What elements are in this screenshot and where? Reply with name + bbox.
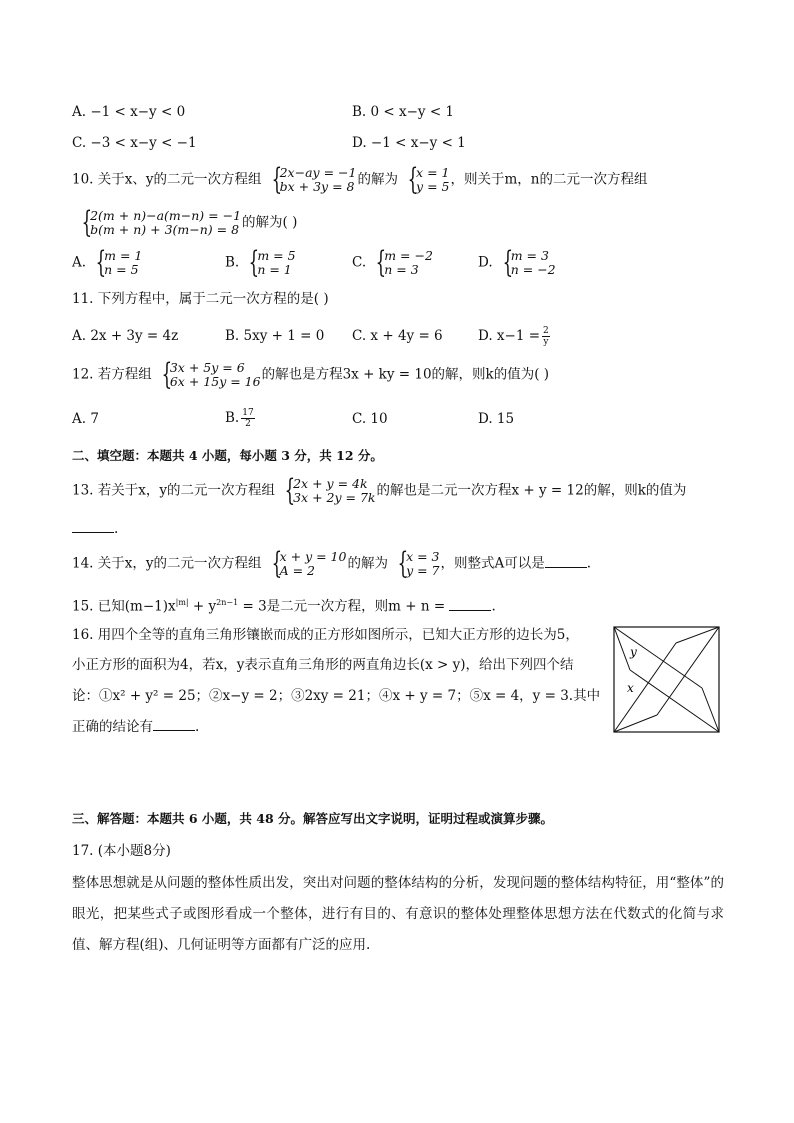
q13-row1: 2x + y = 4k (293, 476, 368, 491)
q10-sys1-row1: 2x−ay = −1 (279, 165, 357, 180)
q10-opt-b-label: B. (225, 254, 240, 271)
q10-system1: { 2x−ay = −1 bx + 3y = 8 (271, 162, 357, 197)
q11-option-c: C. x + 4y = 6 (352, 328, 443, 344)
q10-opt-a-row1: m = 1 (104, 248, 143, 263)
q14-answer-blank[interactable] (545, 555, 587, 568)
q10-sol-row2: y = 5 (416, 179, 450, 194)
q12-option-b (225, 404, 257, 432)
q14-sol2: y = 7 (406, 563, 440, 578)
q9-option-b: B. 0 < x−y < 1 (352, 104, 455, 120)
q14-stem (72, 546, 592, 581)
q15-exponent2: 2n−1 (216, 598, 239, 607)
q10-system2: { 2(m + n)−a(m−n) = −1 b(m + n) + 3(m−n) = 8 (81, 205, 242, 240)
q9-option-a: A. −1 < x−y < 0 (72, 104, 186, 120)
q14-suffix: ，则整式A可以是 (440, 555, 545, 572)
q13-answer-blank[interactable] (72, 520, 114, 533)
q15-tail: . (491, 598, 496, 615)
q13-answer-line (72, 520, 118, 538)
q15-suffix: = 3是二元一次方程，则m + n = (238, 598, 446, 615)
q14-row2: A = 2 (279, 563, 316, 578)
q16-line4-tail: . (195, 719, 200, 735)
q15-stem (72, 594, 496, 616)
q11-d-prefix: D. x−1 = (478, 328, 541, 344)
q12-prefix: 12. 若方程组 (72, 366, 152, 383)
q11-d-numerator: 2 (543, 326, 549, 336)
q12-row2: 6x + 15y = 16 (169, 374, 261, 389)
q10-opt-a-label: A. (72, 254, 87, 271)
q11-stem: 11. 下列方程中，属于二元一次方程的是( ) (72, 291, 329, 307)
q14-system: { x + y = 10 A = 2 (271, 546, 347, 581)
q10-line2-suffix: 的解为( ) (242, 214, 298, 231)
pinwheel-square-diagram (613, 626, 721, 734)
q10-mid: 的解为 (357, 171, 398, 188)
q14-mid: 的解为 (347, 555, 388, 572)
q10-sys2-row1: 2(m + n)−a(m−n) = −1 (90, 208, 242, 223)
q15-answer-blank[interactable] (449, 598, 491, 611)
q16-answer-blank[interactable] (153, 718, 195, 731)
q10-opt-c-label: C. (352, 254, 367, 271)
q12-suffix: 的解也是方程3x + ky = 10的解，则k的值为( ) (261, 366, 550, 383)
section2-heading: 二、填空题：本题共 4 小题，每小题 3 分，共 12 分。 (72, 448, 383, 463)
q14-sol1: x = 3 (406, 549, 440, 564)
q13-system: { 2x + y = 4k 3x + 2y = 7k (284, 473, 376, 508)
q16-line4-prefix: 正确的结论有 (72, 719, 153, 735)
q16-line4 (72, 718, 199, 736)
q10-opt-b-row2: n = 1 (257, 262, 292, 277)
q12-b-denominator: 2 (245, 419, 251, 429)
q16-line2: 小正方形的面积为4，若x，y表示直角三角形的两直角边长(x > y)，给出下列四个结 (72, 657, 574, 673)
q12-b-fraction (241, 408, 254, 429)
q10-opt-b-row1: m = 5 (257, 248, 296, 263)
q12-option-d: D. 15 (478, 411, 515, 427)
q10-opt-a-row2: n = 5 (104, 262, 139, 277)
q10-opt-d-row2: n = −2 (510, 262, 556, 277)
q11-d-denominator: y (543, 337, 549, 347)
q14-tail: . (586, 555, 592, 572)
q10-opt-d-row1: m = 3 (510, 248, 549, 263)
q10-sys2-row2: b(m + n) + 3(m−n) = 8 (90, 222, 240, 237)
q14-solution: { x = 3 y = 7 (397, 546, 440, 581)
q14-row1: x + y = 10 (279, 549, 347, 564)
q10-sol-row1: x = 1 (416, 165, 450, 180)
q12-row1: 3x + 5y = 6 (169, 360, 245, 375)
q11-d-fraction (542, 326, 550, 347)
section3-heading: 三、解答题：本题共 6 小题，共 48 分。解答应写出文字说明，证明过程或演算步骤。 (72, 811, 554, 826)
q10-option-c: C. { m = −2 n = 3 (352, 245, 433, 280)
q13-tail: . (114, 521, 119, 537)
q17-body: 整体思想就是从问题的整体性质出发，突出对问题的整体结构的分析，发现问题的整体结构特征，用“整体”的眼光，把某些式子或图形看成一个整体，进行有目的、有意识的整体处理整体思想方法在代数式的化简与求值、解方程(组)、几何证明等方面都有广泛的应用. (72, 875, 724, 953)
q10-stem-line1 (72, 162, 648, 197)
q16-figure (613, 626, 721, 738)
q13-suffix: 的解也是二元一次方程x + y = 12的解，则k的值为 (376, 482, 687, 499)
fig-label-y: y (630, 645, 637, 659)
q13-prefix: 13. 若关于x，y的二元一次方程组 (72, 482, 276, 499)
q9-option-d: D. −1 < x−y < 1 (352, 135, 466, 151)
q10-prefix: 10. 关于x、y的二元一次方程组 (72, 171, 262, 188)
q10-suffix: ，则关于m，n的二元一次方程组 (450, 171, 648, 188)
q17-header: 17. (本小题8分) (72, 843, 171, 859)
q10-option-a: A. { m = 1 n = 5 (72, 245, 143, 280)
q15-mid: + y (188, 598, 217, 615)
q12-b-label: B. (225, 410, 240, 426)
q12-stem (72, 357, 550, 392)
q14-prefix: 14. 关于x，y的二元一次方程组 (72, 555, 262, 572)
q12-system: { 3x + 5y = 6 6x + 15y = 16 (161, 357, 261, 392)
q12-option-c: C. 10 (352, 411, 388, 427)
q10-opt-c-row2: n = 3 (384, 262, 419, 277)
q10-opt-c-row1: m = −2 (384, 248, 433, 263)
q15-exponent1: |m| (175, 598, 189, 607)
q16-line1: 16. 用四个全等的直角三角形镶嵌而成的正方形如图所示，已知大正方形的边长为5， (72, 627, 579, 643)
q13-stem (72, 473, 687, 508)
q11-option-d (478, 322, 552, 350)
q11-option-b: B. 5xy + 1 = 0 (225, 328, 325, 344)
q10-solution: { x = 1 y = 5 (407, 162, 450, 197)
q13-row2: 3x + 2y = 7k (293, 490, 376, 505)
q10-option-b: B. { m = 5 n = 1 (225, 245, 296, 280)
q10-option-d: D. { m = 3 n = −2 (478, 245, 556, 280)
q10-sys1-row2: bx + 3y = 8 (279, 179, 355, 194)
q12-option-a: A. 7 (72, 411, 99, 427)
q12-b-numerator: 17 (242, 408, 254, 418)
q10-opt-d-label: D. (478, 254, 493, 271)
q15-prefix: 15. 已知(m−1)x (72, 598, 176, 615)
q10-stem-line2 (72, 205, 298, 240)
q9-option-c: C. −3 < x−y < −1 (72, 135, 197, 151)
q11-option-a: A. 2x + 3y = 4z (72, 328, 179, 344)
q16-line3: 论：①x² + y² = 25；②x−y = 2；③2xy = 21；④x + y = 7；⑤x = 4，y = 3.其中 (72, 688, 601, 704)
fig-label-x: x (627, 681, 634, 695)
